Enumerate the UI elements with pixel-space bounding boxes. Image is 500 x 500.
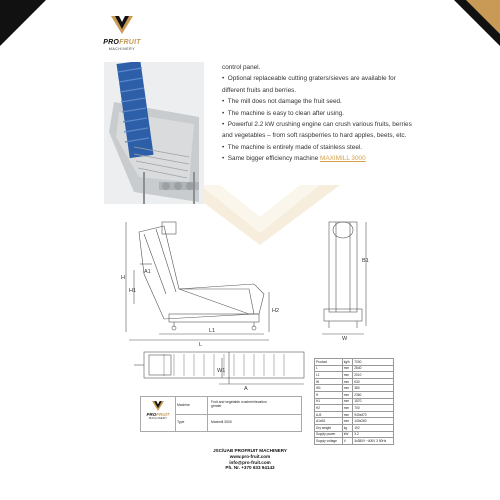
label-h1: H1 [129,288,137,294]
feature-item: • Optional replaceable cutting graters/sieves are available for different fruits and berries. [222,75,396,94]
spec-cell: mm [342,365,352,372]
specification-table [314,358,394,445]
label-b1: B1 [362,258,369,264]
spec-cell: kg [342,424,352,431]
spec-cell: mm [342,398,352,405]
spec-row [315,372,394,379]
id-table-logo-icon [152,401,164,411]
footer-contact [0,448,500,471]
spec-cell: 140x260 [353,418,394,425]
spec-row [315,431,394,438]
label-l1: L1 [209,328,216,334]
maximill-link[interactable]: MAXIMILL 3000 [320,155,366,163]
spec-cell: H2 [315,405,343,412]
spec-cell: 630 [353,378,394,385]
spec-row [315,365,394,372]
spec-cell: mm [342,385,352,392]
id-table-machine-label: Machine [177,403,190,407]
spec-row [315,398,394,405]
footer-website[interactable]: www.pro-fruit.com [229,453,271,459]
label-w1: W1 [217,368,226,374]
spec-row [315,438,394,445]
spec-row [315,411,394,418]
footer-company: JSC/UAB PROFRUIT MACHINERY [213,448,287,453]
spec-cell: A1xB1 [315,418,343,425]
spec-cell: W1 [315,385,343,392]
product-photo [104,62,204,204]
spec-cell: Supply power [315,431,343,438]
spec-cell: 380 [353,385,394,392]
spec-cell: H [315,391,343,398]
spec-row [315,359,394,366]
spec-row [315,385,394,392]
corner-decoration-left [0,0,46,46]
feature-list [222,62,412,165]
spec-cell: 3x380V ~400V 3 50Hz [353,438,394,445]
spec-cell: 2010 [353,372,394,379]
id-table-machine-value: Fruit and vegetable crusher/elevation grinder [211,400,267,408]
spec-cell: kg/h [342,359,352,366]
feature-item: • The machine is easy to clean after using. [222,109,344,117]
spec-cell: A-B [315,411,343,418]
spec-cell: kW [342,431,352,438]
feature-item: • Same bigger efficiency machine MAXIMILL 3000 [222,155,366,163]
spec-cell: mm [342,378,352,385]
spec-cell: V [342,438,352,445]
spec-row [315,405,394,412]
spec-cell: 2360 [353,391,394,398]
logo-name: PROFRUIT [103,39,141,46]
spec-cell: H1 [315,398,343,405]
footer-phone: Ph. Nr. +370 633 94143 [225,465,275,471]
identification-table [140,396,302,432]
spec-cell: mm [342,372,352,379]
id-table-type-label: Type [177,420,185,424]
logo-tagline: MACHINERY [108,47,136,51]
spec-cell: 940x670 [353,411,394,418]
spec-row [315,378,394,385]
spec-row [315,391,394,398]
feature-item: • The machine is entirely made of stainless steel. [222,143,363,151]
footer-email[interactable]: info@pro-fruit.com [229,459,271,465]
spec-cell: mm [342,411,352,418]
spec-cell: 3.2 [353,431,394,438]
spec-cell: mm [342,405,352,412]
logo-chevron-icon [111,16,133,34]
spec-cell: 7000 [353,359,394,366]
spec-cell: L [315,365,343,372]
feature-item: • The mill does not damage the fruit seed. [222,98,342,106]
feature-item: • Powerful 2.2 kW crushing engine can crush various fruits, berries and vegetables – from soft raspberries to hard apples, beets, etc. [222,121,412,140]
label-h: H [121,275,125,281]
feature-intro: control panel. [222,64,261,71]
spec-cell: 700 [353,405,394,412]
spec-cell: mm [342,391,352,398]
brand-logo [100,16,144,51]
spec-cell: Product [315,359,343,366]
spec-row [315,418,394,425]
spec-cell: mm [342,418,352,425]
id-table-logo: PROFRUIT MACHINERY [141,397,176,431]
spec-cell: Supply voltage [315,438,343,445]
label-a: A [244,386,248,392]
spec-row [315,424,394,431]
spec-cell: 2840 [353,365,394,372]
spec-cell: L1 [315,372,343,379]
label-l: L [199,342,203,348]
label-h2: H2 [272,308,280,314]
spec-cell: 192 [353,424,394,431]
spec-cell: Dry weight [315,424,343,431]
id-table-type-value: Maximill 3000 [211,420,232,424]
spec-cell: W [315,378,343,385]
label-w: W [342,336,348,342]
label-a1: A1 [144,269,151,275]
corner-decoration-right-gold [466,0,500,34]
spec-cell: 1570 [353,398,394,405]
